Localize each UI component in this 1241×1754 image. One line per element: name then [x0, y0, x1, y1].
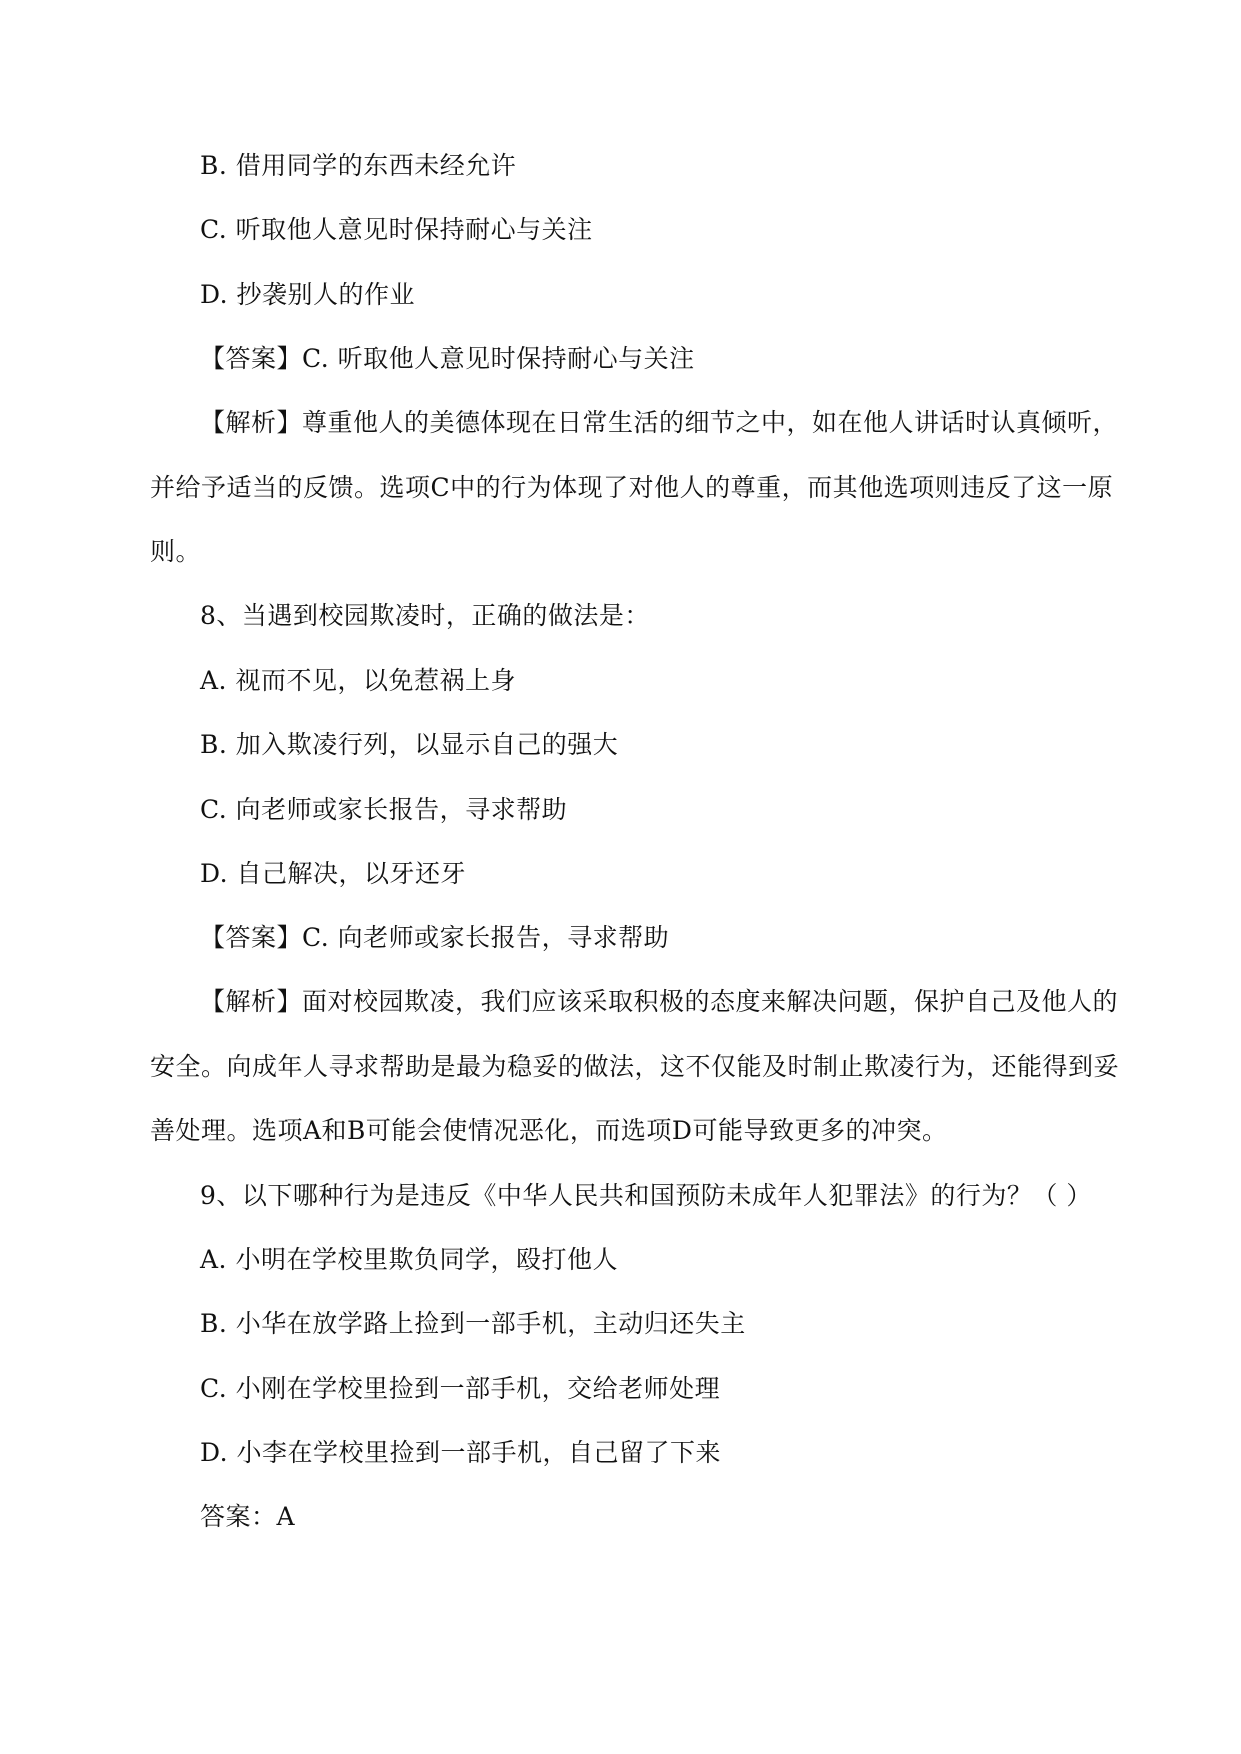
q9-option-b: B. 小华在放学路上捡到一部手机，主动归还失主 [200, 1309, 746, 1338]
q8-answer: 【答案】C. 向老师或家长报告，寻求帮助 [200, 923, 670, 952]
q8-option-b: B. 加入欺凌行列，以显示自己的强大 [200, 730, 619, 759]
q8-analysis-line-3: 善处理。选项A和B可能会使情况恶化，而选项D可能导致更多的冲突。 [150, 1116, 948, 1145]
q7-option-b: B. 借用同学的东西未经允许 [200, 151, 517, 180]
q7-option-c: C. 听取他人意见时保持耐心与关注 [200, 215, 593, 244]
q7-answer: 【答案】C. 听取他人意见时保持耐心与关注 [200, 344, 695, 373]
q9-option-a: A. 小明在学校里欺负同学，殴打他人 [200, 1245, 618, 1274]
q8-analysis-line-2: 安全。向成年人寻求帮助是最为稳妥的做法，这不仅能及时制止欺凌行为，还能得到妥 [150, 1052, 1120, 1081]
q8-option-d: D. 自己解决，以牙还牙 [200, 859, 467, 888]
q7-analysis-line-3: 则。 [150, 537, 202, 566]
q9-answer: 答案：A [200, 1502, 296, 1531]
q8-question: 8、当遇到校园欺凌时，正确的做法是： [200, 601, 650, 630]
q8-analysis-line-1: 【解析】面对校园欺凌，我们应该采取积极的态度来解决问题，保护自己及他人的 [200, 987, 1119, 1016]
q7-analysis-line-1: 【解析】尊重他人的美德体现在日常生活的细节之中，如在他人讲话时认真倾听， [200, 408, 1119, 437]
q9-question: 9、以下哪种行为是违反《中华人民共和国预防未成年人犯罪法》的行为？（ ） [200, 1181, 1092, 1210]
q7-analysis-line-2: 并给予适当的反馈。选项C中的行为体现了对他人的尊重，而其他选项则违反了这一原 [150, 473, 1114, 502]
q7-option-d: D. 抄袭别人的作业 [200, 280, 416, 309]
q9-option-c: C. 小刚在学校里捡到一部手机，交给老师处理 [200, 1374, 721, 1403]
q8-option-a: A. 视而不见，以免惹祸上身 [200, 666, 516, 695]
q8-option-c: C. 向老师或家长报告，寻求帮助 [200, 795, 568, 824]
q9-option-d: D. 小李在学校里捡到一部手机，自己留了下来 [200, 1438, 722, 1467]
